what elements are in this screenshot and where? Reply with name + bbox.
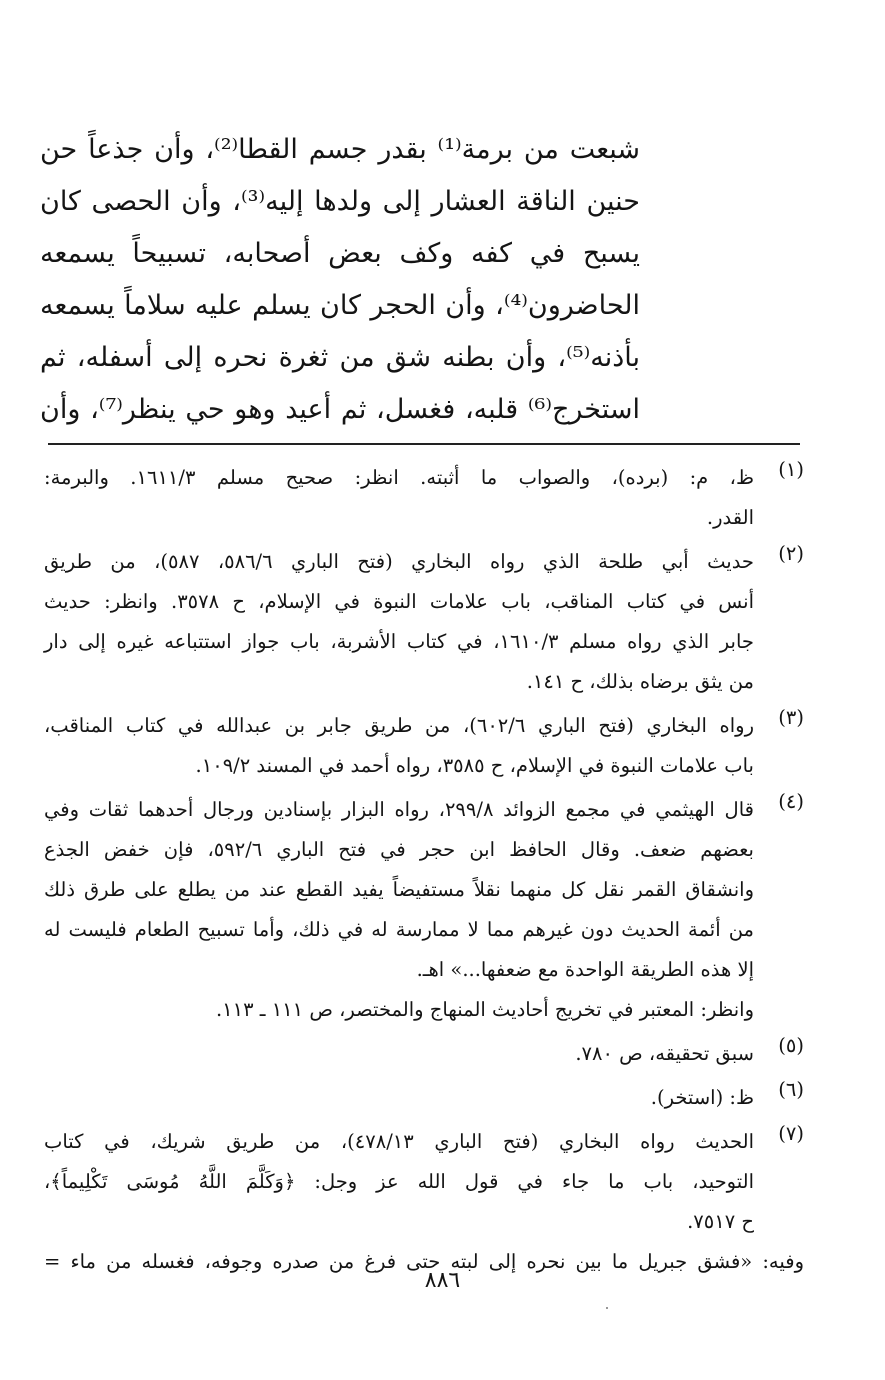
footnote-number: (٣) xyxy=(778,706,804,729)
footnote-4 xyxy=(44,790,804,1030)
footnote-2 xyxy=(44,542,804,702)
footnote-3 xyxy=(44,706,804,786)
footnote-5 xyxy=(44,1034,804,1074)
main-text-line: شبعت من برمة⁽¹⁾ بقدر جسم القطا⁽²⁾، وأن جذعاً حن xyxy=(40,134,640,165)
footnote-line: سبق تحقيقه، ص ٧٨٠. xyxy=(575,1042,754,1065)
footnote-number: (٤) xyxy=(778,790,804,813)
footnote-line: وانشقاق القمر نقل كل منهما نقلاً مستفيضاً يفيد القطع عند من يطلع على طرق ذلك xyxy=(44,878,754,901)
main-text-line: بأذنه⁽⁵⁾، وأن بطنه شق من ثغرة نحره إلى أسفله، ثم xyxy=(40,342,640,373)
footnote-7 xyxy=(44,1122,804,1282)
footnote-number: (١) xyxy=(778,458,804,481)
footnote-line: من أئمة الحديث دون غيرهم مما لا ممارسة له في ذلك، وأما تسبيح الطعام فليست له xyxy=(44,918,754,941)
main-text-line: حنين الناقة العشار إلى ولدها إليه⁽³⁾، وأن الحصى كان xyxy=(40,186,640,217)
main-text-line: يسبح في كفه وكف بعض أصحابه، تسبيحاً يسمعه xyxy=(40,238,640,269)
footnote-number: (٧) xyxy=(778,1122,804,1145)
main-text-line: استخرج⁽⁶⁾ قلبه، فغسل، ثم أعيد وهو حي ينظر⁽⁷⁾، وأن xyxy=(40,394,640,425)
main-text-line: الحاضرون⁽⁴⁾، وأن الحجر كان يسلم عليه سلاماً يسمعه xyxy=(40,290,640,321)
footnote-line: من يثق برضاه بذلك، ح ١٤١. xyxy=(526,670,754,693)
footnotes xyxy=(44,458,804,1286)
footnote-line: حديث أبي طلحة الذي رواه البخاري (فتح الباري ٥٨٦/٦، ٥٨٧)، من طريق xyxy=(44,550,754,573)
footnote-body xyxy=(44,542,754,702)
footnote-line: ح ٧٥١٧. xyxy=(687,1210,754,1233)
footnote-continuation-line: وفيه: «فشق جبريل ما بين نحره إلى لبته حتى فرغ من صدره وجوفه، فغسله من ماء = xyxy=(44,1250,804,1273)
footnote-separator xyxy=(48,443,800,445)
page-number: ٨٨٦ xyxy=(424,1268,461,1293)
footnote-line: رواه البخاري (فتح الباري ٦٠٢/٦)، من طريق جابر بن عبدالله في كتاب المناقب، xyxy=(44,714,754,737)
footnote-line: ظ، م: (برده)، والصواب ما أثبته. انظر: صحيح مسلم ١٦١١/٣. والبرمة: xyxy=(44,466,754,489)
footnote-1 xyxy=(44,458,804,538)
main-text-block xyxy=(40,124,640,436)
footnote-number: (٥) xyxy=(778,1034,804,1057)
footnote-line: القدر. xyxy=(706,506,754,529)
footnote-number: (٢) xyxy=(778,542,804,565)
footnote-body xyxy=(44,1078,754,1118)
footnote-line: التوحيد، باب ما جاء في قول الله عز وجل: ﴿وَكَلَّمَ اللَّهُ مُوسَى تَكْلِيماً﴾، xyxy=(44,1170,754,1193)
footnote-body xyxy=(44,706,754,786)
footnote-6 xyxy=(44,1078,804,1118)
footnote-line: بعضهم ضعف. وقال الحافظ ابن حجر في فتح الباري ٥٩٢/٦، فإن خفض الجذع xyxy=(44,838,754,861)
footnote-line: إلا هذه الطريقة الواحدة مع ضعفها...» اهـ. xyxy=(416,958,754,981)
footnote-line: جابر الذي رواه مسلم ١٦١٠/٣، في كتاب الأشربة، باب جواز استتباعه غيره إلى دار xyxy=(44,630,754,653)
footnote-body xyxy=(44,790,754,1030)
footnote-line: الحديث رواه البخاري (فتح الباري ٤٧٨/١٣)، من طريق شريك، في كتاب xyxy=(44,1130,754,1153)
footnote-line: وانظر: المعتبر في تخريج أحاديث المنهاج والمختصر، ص ١١١ ـ ١١٣. xyxy=(215,998,754,1021)
footnote-body xyxy=(44,458,754,538)
footnote-line: أنس في كتاب المناقب، باب علامات النبوة في الإسلام، ح ٣٥٧٨. وانظر: حديث xyxy=(44,590,754,613)
footnote-line: ظ: (استخر). xyxy=(650,1086,754,1109)
footnote-line: باب علامات النبوة في الإسلام، ح ٣٥٨٥، رواه أحمد في المسند ١٠٩/٢. xyxy=(195,754,754,777)
footnote-line: قال الهيثمي في مجمع الزوائد ٢٩٩/٨، رواه البزار بإسنادين ورجال أحدهما ثقات وفي xyxy=(44,798,754,821)
footnote-body xyxy=(44,1122,804,1282)
print-speck xyxy=(606,1307,608,1309)
footnote-number: (٦) xyxy=(778,1078,804,1101)
footnote-body xyxy=(44,1034,754,1074)
